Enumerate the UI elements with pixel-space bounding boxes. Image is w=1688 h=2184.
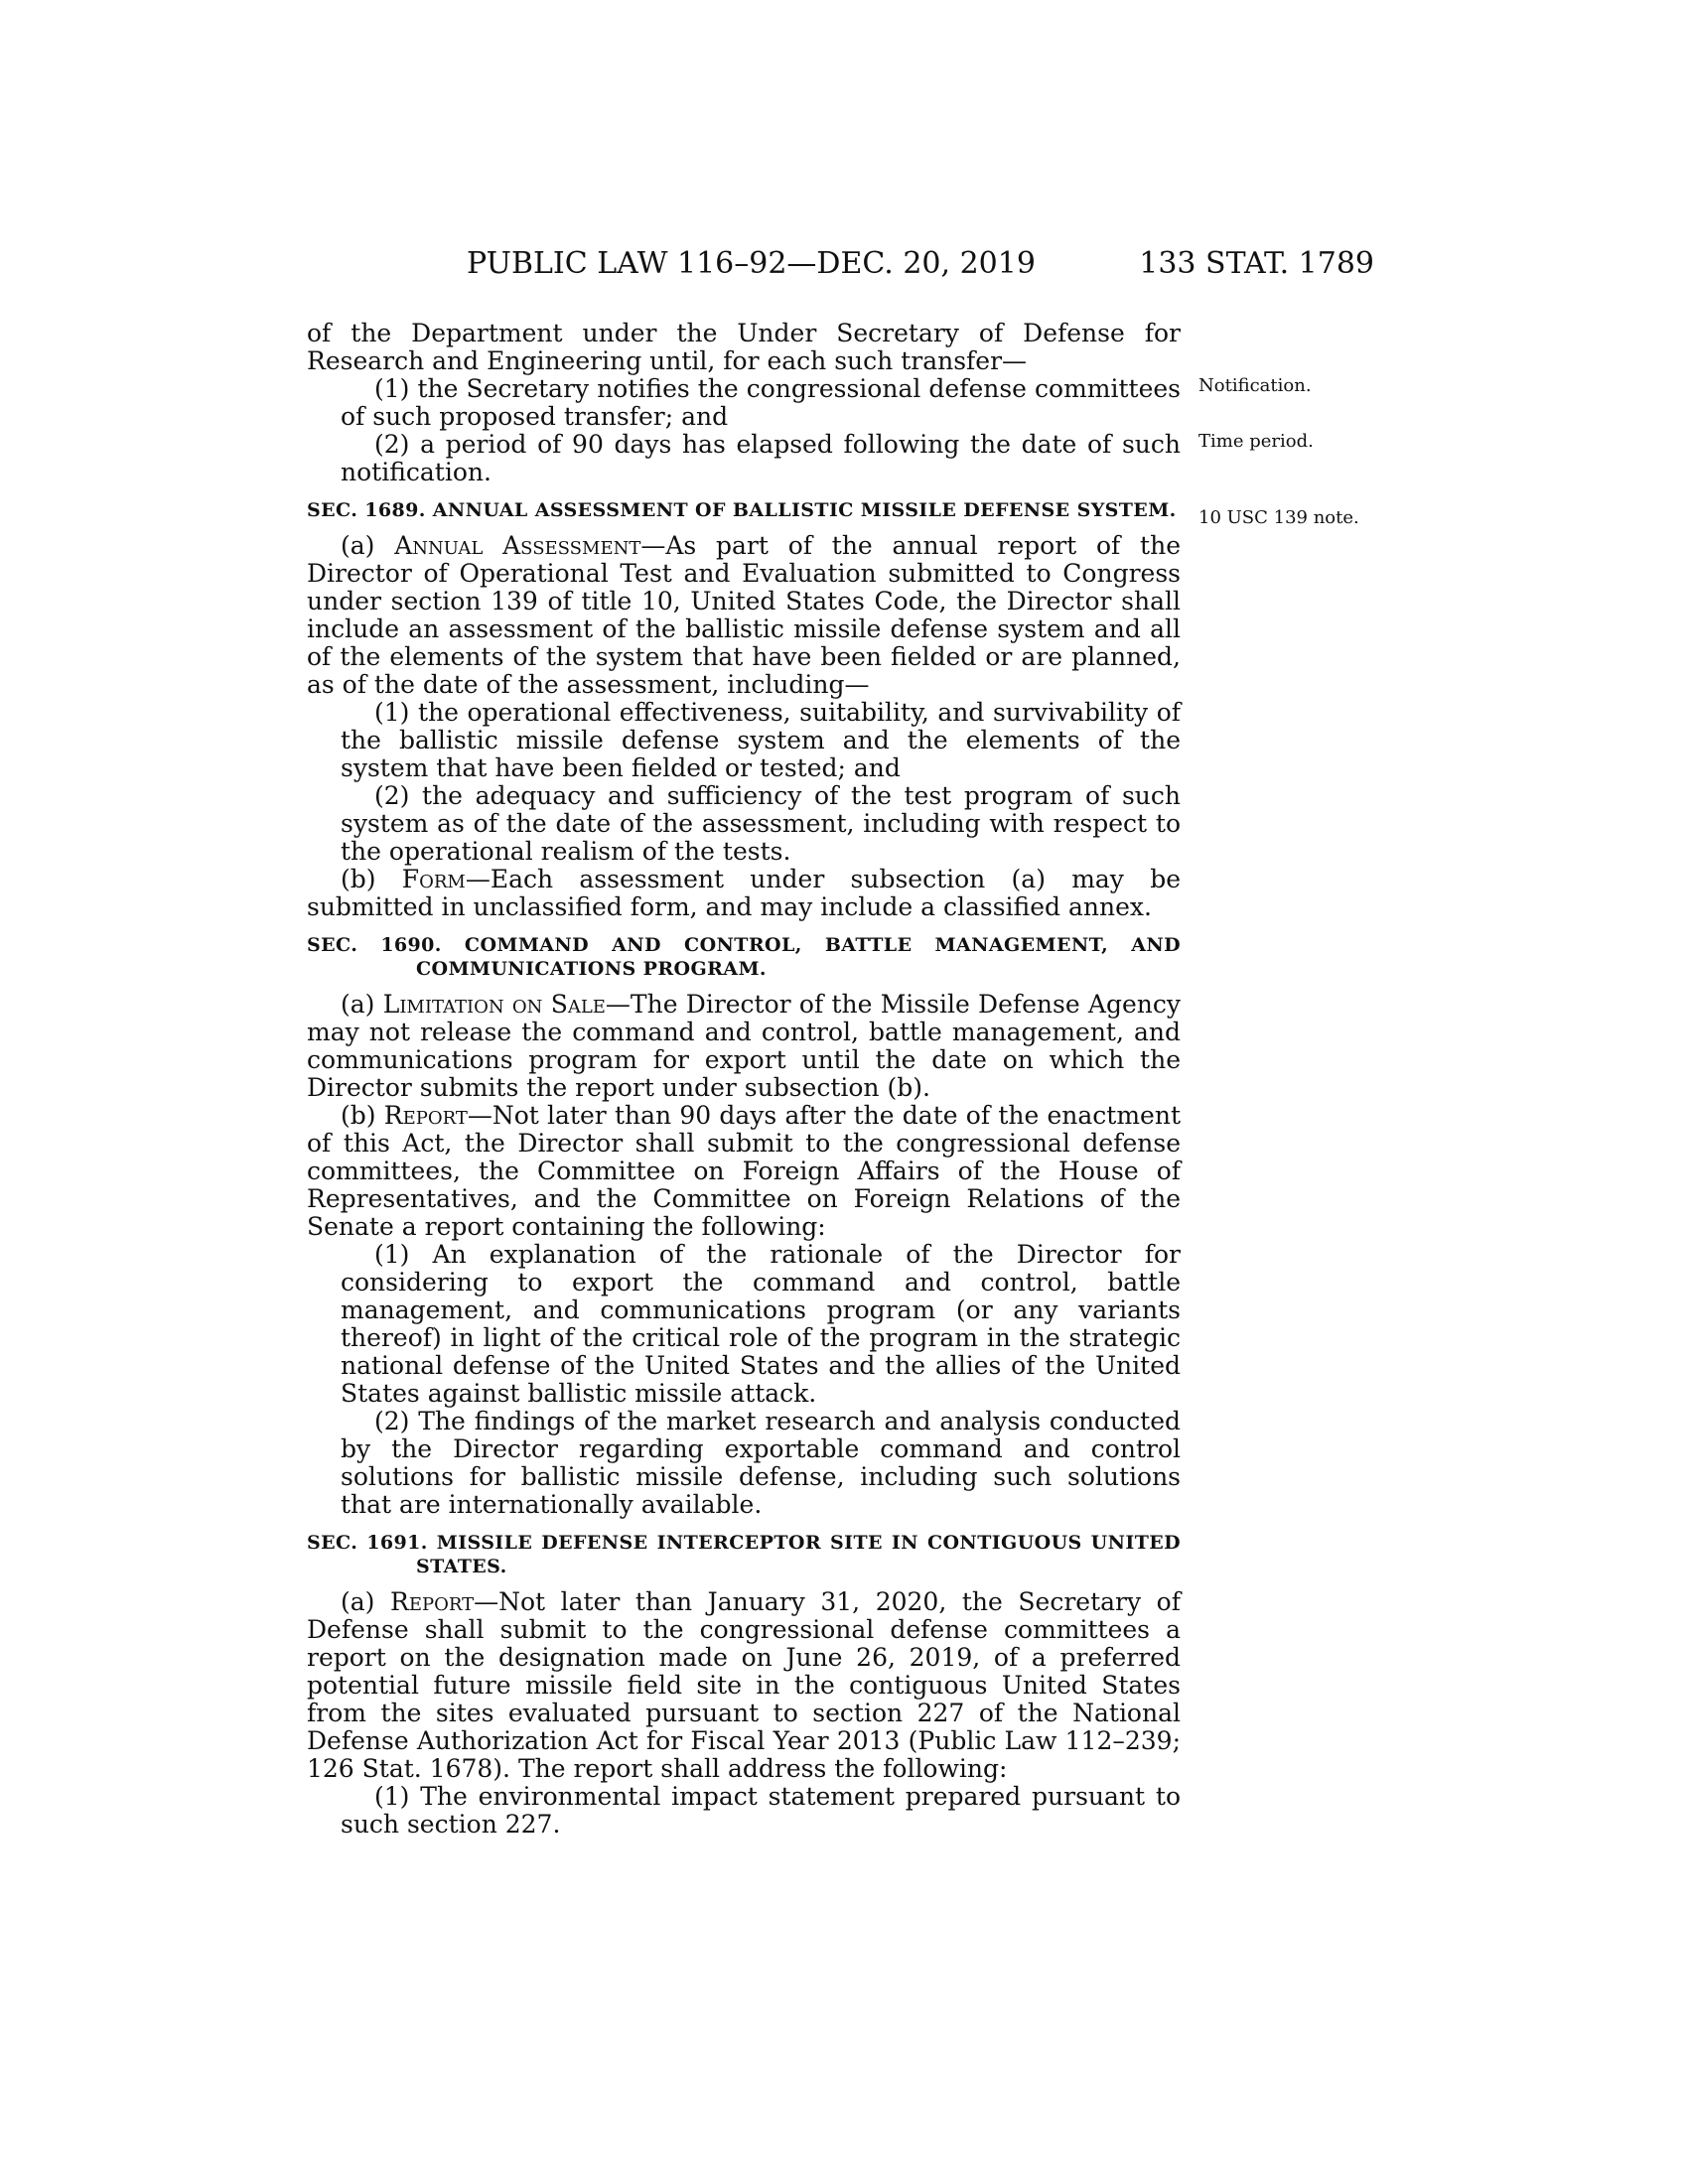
margin-note-time-period: Time period.	[1198, 431, 1314, 452]
section-1690-subsection-a: (a) Limitation on Sale—The Director of the Missile Defense Agency may not release the command and control, battle management, and communications program for export until the date on which the Director submits the report under subsection (b).	[307, 990, 1181, 1102]
public-law-title: PUBLIC LAW 116–92—DEC. 20, 2019	[467, 246, 1036, 281]
subsection-b-title: Form	[401, 865, 466, 893]
margin-note-notification: Notification.	[1198, 375, 1312, 396]
section-1691-a-item-1: (1) The environmental impact statement prepared pursuant to such section 227.	[341, 1782, 1181, 1839]
subsection-a-title: Annual Assessment	[394, 531, 641, 560]
section-1691-label: SEC. 1691.	[307, 1532, 428, 1554]
section-1689-subsection-a: (a) Annual Assessment—As part of the annual report of the Director of Operational Test and Evaluation submitted to Congress under section 139 of title 10, United States Code, the Director shall include an assessment of the ballistic missile defense system and all of the elements of the system that have been fielded or are planned, as of the date of the assessment, including—	[307, 531, 1182, 699]
section-1690-heading	[307, 933, 1181, 981]
subsection-b-title: Report	[383, 1101, 468, 1130]
margin-note-usc: 10 USC 139 note.	[1198, 507, 1359, 528]
section-1689-a-item-2: (2) the adequacy and sufficiency of the test program of such system as of the date of the assessment, including with respect to the operational realism of the tests.	[341, 781, 1181, 866]
stat-page-number: 133 STAT. 1789	[1139, 246, 1374, 281]
intro-item-1: (1) the Secretary notifies the congressional defense committees of such proposed transfer; and	[341, 374, 1181, 431]
section-1690-b-item-2: (2) The findings of the market research and analysis conducted by the Director regarding exportable command and control solutions for ballistic missile defense, including such solutions that are internationally available.	[341, 1407, 1181, 1519]
section-1690-label: SEC. 1690.	[307, 934, 442, 956]
statute-text-column	[307, 320, 1181, 1839]
intro-item-2: (2) a period of 90 days has elapsed following the date of such notification.	[341, 430, 1181, 486]
section-1691-subsection-a: (a) Report—Not later than January 31, 2020, the Secretary of Defense shall submit to the congressional defense committees a report on the designation made on June 26, 2019, of a preferred potential future missile field site in the contiguous United States from the sites evaluated pursuant to section 227 of the National Defense Authorization Act for Fiscal Year 2013 (Public Law 112–239; 126 Stat. 1678). The report shall address the following:	[307, 1587, 1181, 1783]
subsection-a-title: Report	[390, 1587, 475, 1616]
section-1689-heading	[307, 498, 1181, 522]
section-1689-title: ANNUAL ASSESSMENT OF BALLISTIC MISSILE DEFENSE SYSTEM.	[432, 499, 1177, 521]
page-header	[0, 246, 1688, 294]
section-1691-title: MISSILE DEFENSE INTERCEPTOR SITE IN CONTIGUOUS UNITED STATES.	[416, 1532, 1182, 1577]
subsection-a-title: Limitation on Sale	[382, 990, 606, 1019]
section-1690-subsection-b: (b) Report—Not later than 90 days after the date of the enactment of this Act, the Director shall submit to the congressional defense committees, the Committee on Foreign Affairs of the House of Representatives, and the Committee on Foreign Relations of the Senate a report containing the following:	[307, 1101, 1181, 1241]
section-1689-a-item-1: (1) the operational effectiveness, suitability, and survivability of the ballistic missile defense system and the elements of the system that have been fielded or tested; and	[341, 698, 1181, 782]
section-1690-b-item-1: (1) An explanation of the rationale of the Director for considering to export the command and control, battle management, and communications program (or any variants thereof) in light of the critical role of the program in the strategic national defense of the United States and the allies of the United States against ballistic missile attack.	[341, 1240, 1181, 1408]
section-1691-heading	[307, 1531, 1181, 1578]
section-1689-subsection-b: (b) Form—Each assessment under subsection (a) may be submitted in unclassified form, and may include a classified annex.	[307, 865, 1181, 921]
section-1689-label: SEC. 1689.	[307, 499, 426, 521]
section-1690-title: COMMAND AND CONTROL, BATTLE MANAGEMENT, AND COMMUNICATIONS PROGRAM.	[416, 934, 1181, 980]
intro-paragraph: of the Department under the Under Secretary of Defense for Research and Engineering until, for each such transfer—	[307, 319, 1181, 375]
